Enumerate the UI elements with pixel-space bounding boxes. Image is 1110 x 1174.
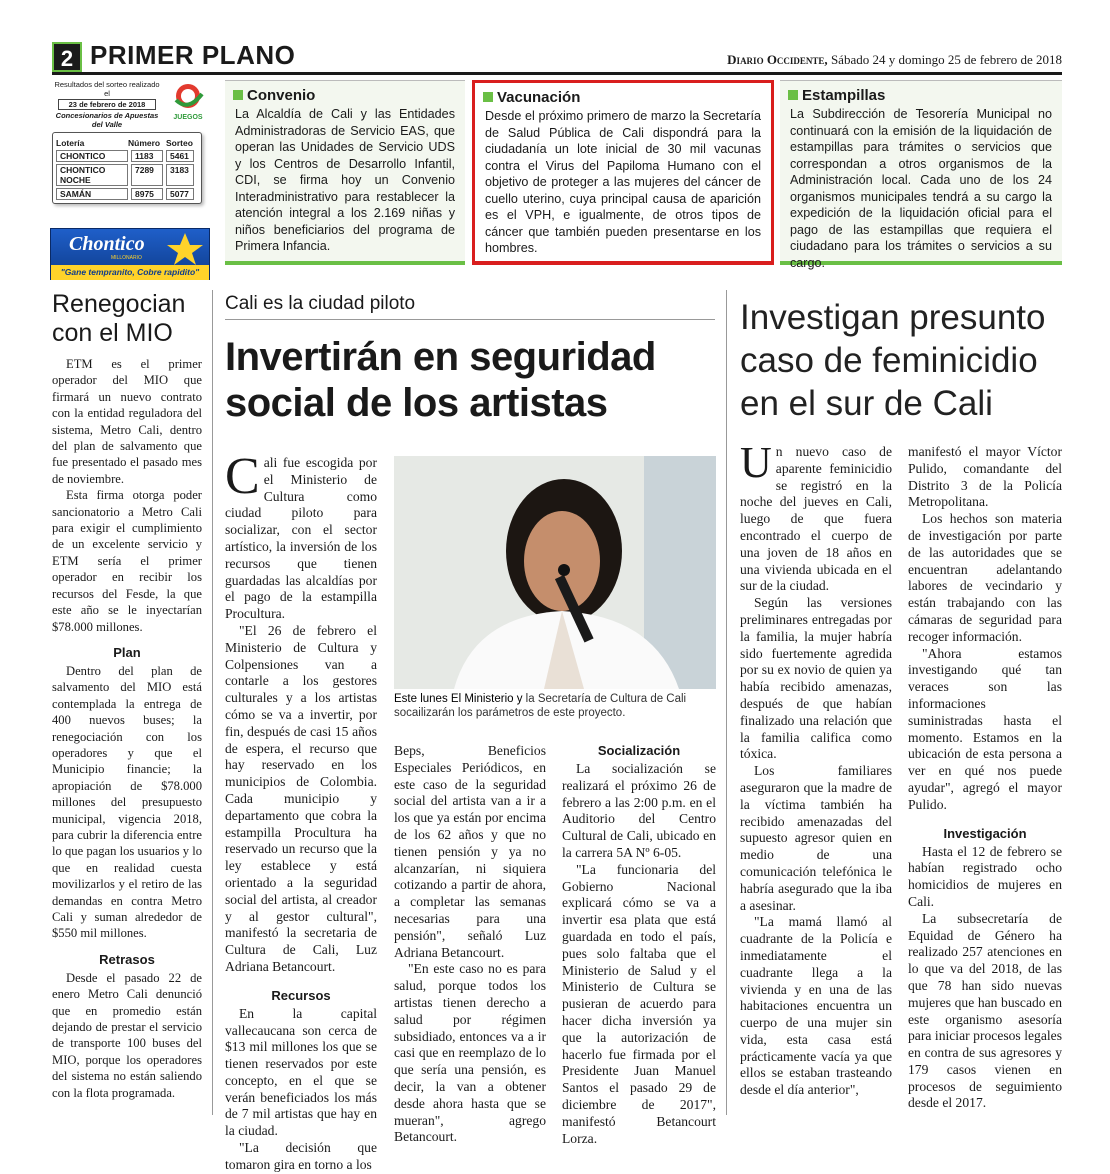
brief-convenio	[225, 80, 465, 265]
lottery-name: SAMÁN	[56, 188, 128, 200]
column-rule	[212, 290, 213, 1115]
paragraph: Beps, Beneficios Especiales Periódicos, en este caso de la seguridad social del artista van a ir a los que ya están por encima de los 62 años y que no tienen pensión y ya no alcanzarían, ni siquiera cotizando a partir de ahora, a completar las semanas necesarias para una pensión", señaló Luz Adriana Betancourt.	[394, 743, 546, 960]
paragraph: "La mamá llamó al cuadrante de la Policía e inmediatamente el cuadrante llega a la vivienda y en una de las habitaciones encuentra un cuerpo de una mujer sin vida, esta casa está prácticamente vacía ya que ellos se estaban trasteando desde el día anterior",	[740, 914, 892, 1098]
subhead-recursos: Recursos	[271, 987, 331, 1003]
paragraph	[225, 448, 377, 623]
kicker: Cali es la ciudad piloto	[225, 293, 715, 320]
brief-title-text: Vacunación	[497, 89, 581, 106]
lottery-draw: 3183	[166, 164, 194, 186]
drop-cap: U	[740, 438, 772, 487]
juegos-label: JUEGOS	[173, 114, 203, 121]
lottery-number: 7289	[131, 164, 163, 186]
lottery-draw: 5461	[166, 150, 194, 162]
paragraph: manifestó el mayor Víctor Pulido, comandante del Distrito 3 de la Policía Metropolitana.	[908, 444, 1062, 510]
brief-vacunacion	[472, 80, 774, 265]
lottery-header-number: Número	[128, 138, 161, 148]
brief-title	[483, 89, 771, 106]
paragraph: Esta firma otorga poder sancionatorio a Metro Cali para exigir el cumplimiento de un excelente servicio y ETM sería el primer operador en recibir los recursos del Fesde, la que este año se le inyectarían $78.000 millones.	[52, 488, 202, 634]
paragraph: Dentro del plan de salvamento del MIO está contemplada la entrega de 400 nuevos buses; la renegociación con los operadores y que el Municipio financie; la apropiación de $78.000 millones del presupuesto municipal, vigencia 2018, para cubrir la diferencia entre lo que pagan los usuarios y lo que en realidad cuesta movilizarlos y el retiro de las demandas en contra Metro Cali y suman alrededor de $550 mil millones.	[52, 663, 202, 941]
article-artistas	[225, 293, 715, 426]
lottery-draw: 5077	[166, 188, 194, 200]
headline-artistas: Invertirán en seguridad social de los artistas	[225, 335, 656, 425]
feminicidio-col-1	[740, 438, 892, 1099]
caption-text: la Secretaría de Cultura de Cali socailizarán los parámetros de este proyecto.	[394, 693, 687, 719]
lottery-results	[52, 80, 212, 215]
article-mio	[52, 290, 202, 1101]
lottery-caption-2: Concesionarios de Apuestas del Valle	[55, 111, 159, 129]
paragraph: ETM es el primer operador del MIO que firmará un nuevo contrato con la entidad reguladora del sistema, Metro Cali, dentro del plan de salvamento que fue presentado el pasado mes de noviembre.	[52, 357, 202, 486]
brief-text: Desde el próximo primero de marzo la Secretaría de Salud Pública de Cali dispondrá para la ciudadanía un lote inicial de 30 mil vacunas contra el Virus del Papiloma Humano con el objetivo de proteger a las mujeres del cáncer de cuello uterino, cuya principal causa de aparición es el VPH, e igualmente, de otros tipos de cáncer que también pueden presentarse en los hombres.	[485, 109, 761, 255]
subhead-retrasos: Retrasos	[99, 951, 155, 967]
paragraph: "La funcionaria del Gobierno Nacional explicará cómo se va a invertir esa plata que está guardada en todo el país, pues solo faltaba que el Ministerio de Salud y el Ministerio de Cultura se pusieran de acuerdo para hacer dicha inversión ya que la autorización de hacerlo fue firmada por el Presidente Juan Manuel Santos el pasado 29 de diciembre de 2017", manifestó Betancourt Lorza.	[562, 861, 716, 1146]
lottery-header-name: Lotería	[56, 138, 85, 148]
lottery-name: CHONTICO NOCHE	[56, 164, 128, 186]
paragraph-text: n nuevo caso de aparente feminicidio se registró en la noche del jueves en Cali, luego de que fuera encontrado el cuerpo de una joven de 18 años en una vivienda ubicada en el sur de la ciudad.	[740, 444, 892, 594]
paragraph: Desde el pasado 22 de enero Metro Cali denunció que en promedio están dejando de prestar el servicio de transporte 100 buses del MIO, porque los operadores del sistema no están saliendo con la flota programada.	[52, 970, 202, 1100]
lottery-table	[52, 132, 202, 204]
brief-title	[233, 87, 465, 104]
brief-text: La Alcaldía de Cali y las Entidades Administradoras de Servicio EAS, que operan las Unidades de Servicio UDS y los Centros de Desarrollo Infantil, CDI, se firma hoy un Convenio Interadministrativo para restablecer la atención integral a los 2.169 niñas y niños beneficiarios del programa de Primera Infancia.	[235, 107, 455, 253]
brief-text: La Subdirección de Tesorería Municipal no continuará con la emisión de la liquidación de estampillas para trámites o servicios que correspondan a otros organismos de la Administración local. Cada uno de los 24 organismos municipales tendrá a su cargo la expedición de la liquidación oficial para el pago de las estampillas que requiera el ciudadano para los trámites o servicios a su cargo.	[790, 107, 1052, 270]
artistas-col-2	[394, 743, 546, 1146]
lottery-number: 1183	[131, 150, 163, 162]
lottery-row	[56, 164, 198, 186]
feminicidio-col-2	[908, 444, 1062, 1112]
article-feminicidio	[740, 296, 1062, 425]
paragraph: "Ahora estamos investigando qué tan veraces son las informaciones suministradas hasta el momento. Estamos en la ubicación de esta persona a ver en qué nos puede ayudar", agregó el mayor Pulido.	[908, 645, 1062, 812]
artistas-col-1	[225, 448, 377, 1174]
headline-mio: Renegocian con el MIO	[52, 290, 186, 347]
chontico-sub: MILLONARIO	[111, 255, 142, 261]
chontico-brand: Chontico	[69, 233, 145, 255]
section-title: PRIMER PLANO	[90, 40, 296, 70]
dateline	[727, 52, 1062, 68]
subhead-socializacion: Socialización	[597, 743, 681, 758]
chontico-ad	[50, 228, 210, 280]
lottery-row	[56, 188, 198, 200]
paragraph-text: ali fue escogida por el Ministerio de Cultura como ciudad piloto para socializar, con el sector artístico, la inversión de los recursos que tienen guardadas las alcaldías por el pago de la estampilla Procultura.	[225, 455, 377, 622]
square-icon	[483, 92, 493, 102]
paragraph	[740, 438, 892, 595]
brief-title-text: Convenio	[247, 87, 316, 104]
header-rule	[52, 72, 1062, 75]
star-icon	[163, 231, 207, 267]
brief-title-text: Estampillas	[802, 87, 886, 104]
paragraph: La socialización se realizará el próximo 26 de febrero a las 2:00 p.m. en el Auditorio del Centro Cultural de Cali, ubicado en la carrera 5A Nº 6-05.	[562, 761, 716, 860]
drop-cap: C	[225, 448, 260, 505]
newspaper-name: Diario Occidente,	[727, 52, 828, 67]
column-rule	[726, 290, 727, 1115]
brief-estampillas	[780, 80, 1062, 270]
juegos-logo-icon	[168, 82, 208, 112]
artistas-col-3	[562, 743, 716, 1147]
subhead-plan: Plan	[113, 644, 141, 660]
paragraph: La subsecretaría de Equidad de Género ha realizado 257 atenciones en lo que va del 2018, de las que 78 han sido nuevas mujeres que han buscado en este organismo asesoría para iniciar procesos legales en contra de sus agresores y 179 casos vienen en procesos de seguimiento desde el 2017.	[908, 910, 1062, 1111]
brief-title	[788, 87, 1062, 104]
lottery-header-draw: Sorteo	[166, 138, 193, 148]
square-icon	[788, 90, 798, 100]
paragraph: Los hechos son materia de investigación por parte de las autoridades que se encuentran adelantando labores de vecindario y están trabajando con las cámaras de seguridad para recoger información.	[908, 511, 1062, 644]
chontico-slogan: "Gane tempranito, Cobre rapidito"	[51, 265, 209, 280]
paragraph: "La decisión que tomaron gira en torno a los	[225, 1140, 377, 1172]
subhead-investigacion: Investigación	[943, 825, 1027, 841]
issue-date: Sábado 24 y domingo 25 de febrero de 2018	[830, 52, 1062, 67]
lottery-number: 8975	[131, 188, 163, 200]
paragraph: "El 26 de febrero el Ministerio de Cultura y Colpensiones van a contarle a los gestores culturales y a los artistas cómo se va a invertir, por fin, después de casi 15 años de espera, el recurso que hay reservado en los municipios de Colombia. Cada municipio y departamento que cobra la estampilla Procultura ha reservado un recurso que la ley establece y está orientado a la seguridad social del artista, al creador y al gestor cultural", manifestó la secretaria de Cultura de Cali, Luz Adriana Betancourt.	[225, 622, 377, 974]
paragraph: En la capital vallecaucana son cerca de $13 mil millones los que se tienen reservados por este concepto, en el que se verán beneficiados los más de 7 mil artistas que hay en la ciudad.	[225, 1005, 377, 1139]
caption-bold: Este lunes El Ministerio y	[394, 693, 523, 705]
lottery-row	[56, 150, 198, 162]
photo-secretaria	[394, 456, 716, 689]
lottery-caption: Resultados del sorteo realizado el	[54, 80, 160, 98]
paragraph: Según las versiones preliminares entregadas por la familia, la mujer habría sido fuertemente agredida por su ex novio de quien ya había recibido amenazas, después de que habían finalizado una relación que la familia califica como tóxica.	[740, 595, 892, 762]
paragraph: "En este caso no es para salud, porque todos los artistas tienen derecho a salud por régimen subsidiado, entonces va a ir casi que en reemplazo de lo que sería una pensión, es decir, la van a obtener desde ahora hasta que se mueran", agrego Betancourt.	[394, 961, 546, 1145]
paragraph: Los familiares aseguraron que la madre de la víctima también ha recibido amenazadas del supuesto agresor quien en medio de una comunicación telefónica le habría asegurado que la iba a asesinar.	[740, 763, 892, 913]
headline-feminicidio: Investigan presunto caso de feminicidio en el sur de Cali	[740, 298, 1046, 423]
lottery-date: 23 de febrero de 2018	[58, 99, 156, 110]
photo-caption	[394, 692, 716, 720]
lottery-name: CHONTICO	[56, 150, 128, 162]
juegos-logo	[168, 82, 208, 122]
photo-image	[394, 456, 716, 689]
page-number: 2	[52, 42, 82, 72]
square-icon	[233, 90, 243, 100]
paragraph: Hasta el 12 de febrero se habían registrado ocho homicidios de mujeres en Cali.	[908, 843, 1062, 909]
